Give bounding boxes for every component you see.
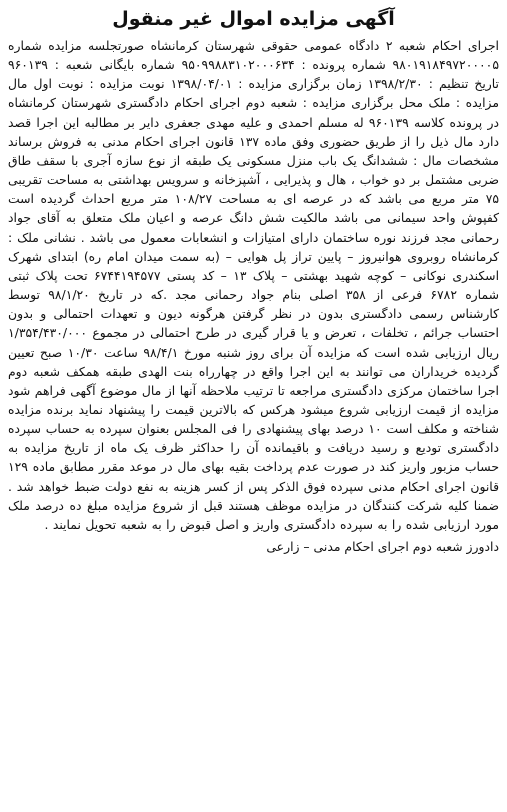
notice-title: آگهی مزایده اموال غیر منقول bbox=[112, 8, 395, 30]
notice-body: اجرای احکام شعبه ۲ دادگاه عمومی حقوقی شهرستان کرمانشاه صورتجلسه مزایده شماره ۹۸۰۱۹۱۸۴۹۷۲۰۰۰۰۵ شماره پرونده : ۹۵۰۹۹۸۸۳۱۰۲۰۰۰۶۳۴ شماره بایگانی شعبه : ۹۶۰۱۳۹ تاریخ تنظیم : ۱۳۹۸/۲/۳۰ زمان برگزاری مزایده : ۱۳۹۸/۰۴/۰۱ نوبت مزایده : نوبت اول مال مزایده : ملک محل برگزاری مزایده : شعبه دوم اجرای احکام دادگستری شهرستان کرمانشاه در پرونده کلاسه ۹۶۰۱۳۹ له مسلم احمدی و علیه مهدی جعفری دایر بر مطالبه این اجرا قصد دارد مال ذیل را از طریق حضوری وفق ماده ۱۳۷ قانون اجرای احکام مدنی به فروش برساند مشخصات مال : ششدانگ یک باب منزل مسکونی یک طبقه از نوع سازه آجری با سقف طاق ضربی مشتمل بر دو خواب ، هال و پذیرایی ، آشپزخانه و سرویس بهداشتی به مساحت تقریبی ۷۵ متر مربع می باشد که در عرصه ای به مساحت ۱۰۸/۲۷ متر مربع احداث گردیده است کفپوش واحد سیمانی می باشد مالکیت شش دانگ عرصه و اعیان ملک متعلق به آقای جواد رحمانی مجد فرزند نوره ساختمان دارای امتیازات و انشعابات معمول می باشد . نشانی ملک : کرمانشاه روبروی هوانیروز – پایین تراز پل هوایی – (به سمت میدان امام ره) ابتدای شهرک اسکندری نوکانی – کوچه شهید بهشتی – پلاک ۱۳ – کد پستی ۶۷۴۴۱۹۴۵۷۷ تحت پلاک ثبتی شماره ۶۷۸۲ فرعی از ۳۵۸ اصلی بنام جواد رحمانی مجد .که در تاریخ ۹۸/۱/۲۰ توسط کارشناس رسمی دادگستری بدون در نظر گرفتن هرگونه دیون و تعهدات احتمالی و بدون احتساب جرائم ، تخلفات ، تعرض و یا قرار گیری در طرح احتمالی در مجموع ۱/۳۵۴/۴۳۰/۰۰۰ ریال ارزیابی شده است که مزایده آن برای روز شنبه مورخ ۹۸/۴/۱ ساعت ۱۰/۳۰ صبح تعیین گردیده خریداران می توانند به این اجرا واقع در چهارراه بنت الهدی طبقه همکف شعبه دوم اجرا ساختمان مرکزی دادگستری مراجعه تا ترتیب ملاحظه آنها از مال موضوع آگهی فراهم شود مزایده از قیمت ارزیابی شروع میشود هرکس که بالاترین قیمت را پیشنهاد نماید برنده مزایده شناخته و مکلف است ۱۰ درصد بهای پیشنهادی را فی المجلس بعنوان سپرده به حساب سپرده دادگستری تودیع و رسید دریافت و باقیمانده آن را حداکثر ظرف یک ماه از تاریخ مزایده به حساب مزبور واریز کند در صورت عدم پرداخت بقیه بهای مال در موعد مقرر مطابق ماده ۱۲۹ قانون اجرای احکام مدنی سپرده فوق الذکر پس از کسر هزینه به نفع دولت ضبط خواهد شد . ضمنا کلیه شرکت کنندگان در مزایده موظف هستند قبل از شروع مزایده مبلغ ده درصد ملک مورد ارزیابی شده را به سپرده دادگستری واریز و اصل قبوض را به شعبه تحویل نمایند . bbox=[8, 38, 500, 532]
notice-signature: دادورز شعبه دوم اجرای احکام مدنی – زارعی bbox=[266, 539, 499, 555]
